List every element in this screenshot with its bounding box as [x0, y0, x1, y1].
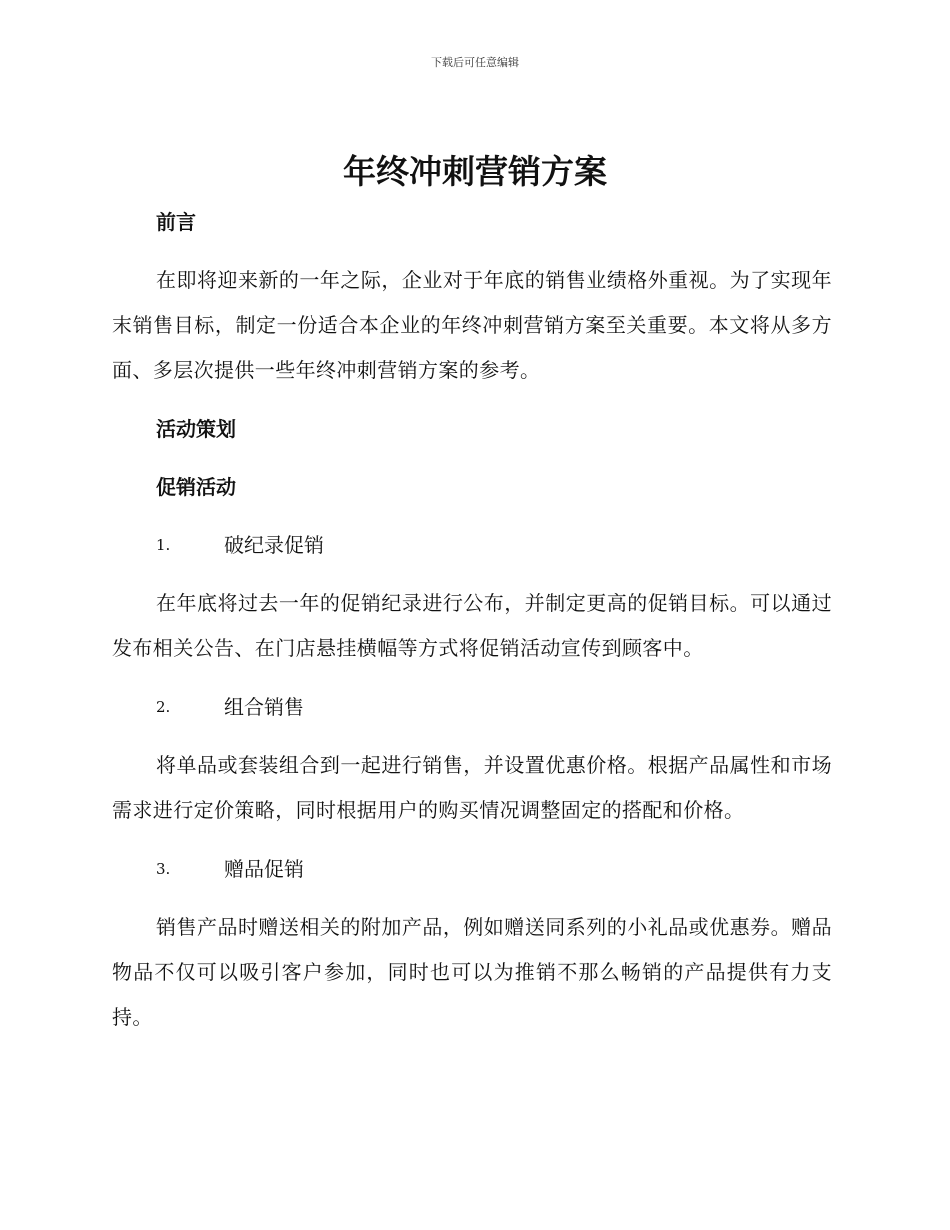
list-item-label: 赠品促销 [224, 857, 304, 881]
document-title: 年终冲刺营销方案 [343, 152, 607, 191]
promo-heading: 促销活动 [156, 475, 236, 499]
list-item-label: 组合销售 [224, 695, 304, 719]
list-item [112, 523, 832, 567]
preface-heading: 前言 [156, 210, 196, 234]
list-item-paragraph: 在年底将过去一年的促销纪录进行公布，并制定更高的促销目标。可以通过发布相关公告、在门店悬挂横幅等方式将促销活动宣传到顾客中。 [112, 591, 832, 660]
list-item [112, 685, 832, 729]
list-item-paragraph: 将单品或套装组合到一起进行销售，并设置优惠价格。根据产品属性和市场需求进行定价策略，同时根据用户的购买情况调整固定的搭配和价格。 [112, 753, 832, 822]
activity-heading: 活动策划 [156, 417, 236, 441]
list-item-number: 2. [156, 698, 171, 716]
header-note: 下载后可任意编辑 [431, 56, 519, 69]
document-body [112, 200, 832, 1054]
list-item-number: 3. [156, 860, 171, 878]
list-item-number: 1. [156, 536, 171, 554]
list-item-label: 破纪录促销 [224, 533, 324, 557]
list-item [112, 847, 832, 891]
preface-paragraph: 在即将迎来新的一年之际，企业对于年底的销售业绩格外重视。为了实现年末销售目标，制定一份适合本企业的年终冲刺营销方案至关重要。本文将从多方面、多层次提供一些年终冲刺营销方案的参考。 [112, 268, 832, 382]
list-item-paragraph: 销售产品时赠送相关的附加产品，例如赠送同系列的小礼品或优惠券。赠品物品不仅可以吸引客户参加，同时也可以为推销不那么畅销的产品提供有力支持。 [112, 915, 832, 1029]
